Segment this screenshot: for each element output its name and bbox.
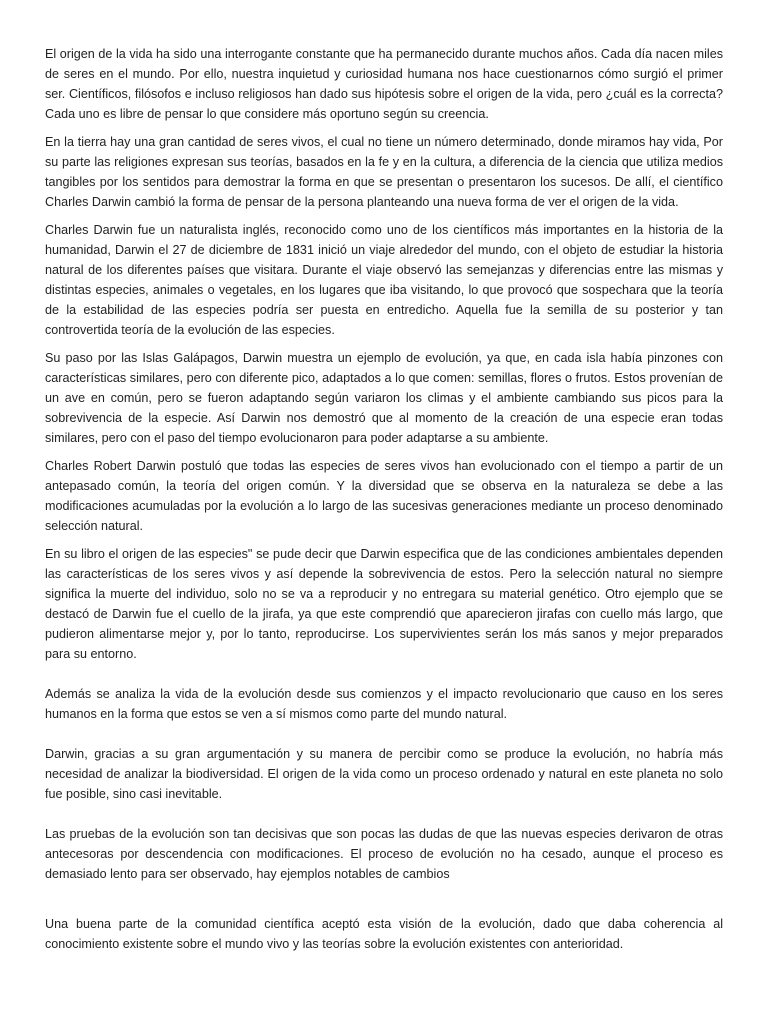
paragraph-common-origin: Charles Robert Darwin postuló que todas las especies de seres vivos han evolucionado con el tiempo a partir de un antepasado común, la teoría del origen común. Y la diversidad que se observa en la naturaleza se debe a las modificaciones acumuladas por la evolución a lo largo de las sucesivas generaciones mediante un proceso denominado selección natural.	[45, 459, 723, 533]
paragraph-living-beings: En la tierra hay una gran cantidad de seres vivos, el cual no tiene un número determinado, donde miramos hay vida, Por su parte las religiones expresan sus teorías, basados en la fe y en la cultura, a diferencia de la ciencia que utiliza medios tangibles por los sentidos para demostrar la forma en que se presentan o presentaron los sucesos. De allí, el científico Charles Darwin cambió la forma de pensar de la persona planteando una nueva forma de ver el origen de la vida.	[45, 135, 723, 209]
paragraph-origin-of-species-book: En su libro el origen de las especies" se pude decir que Darwin especifica que de las condiciones ambientales dependen las características de los seres vivos y así depende la sobrevivencia de estos. Pero la selección natural no siempre significa la muerte del individuo, solo no se va a reproducir y no entregara su material genético. Otro ejemplo que se destacó de Darwin fue el cuello de la jirafa, ya que este comprendió que aparecieron jirafas con cuello más largo, que pudieron alimentarse mejor y, por lo tanto, reproducirse. Los supervivientes serán los más sanos y mejor preparados para su entorno.	[45, 547, 723, 661]
paragraph-evidence-of-evolution: Las pruebas de la evolución son tan decisivas que son pocas las dudas de que las nuevas especies derivaron de otras antecesoras por descendencia con modificaciones. El proceso de evolución no ha cesado, aunque el proceso es demasiado lento para ser observado, hay ejemplos notables de cambios	[45, 827, 723, 881]
paragraph-galapagos: Su paso por las Islas Galápagos, Darwin muestra un ejemplo de evolución, ya que, en cada isla había pinzones con características similares, pero con diferente pico, adaptados a lo que comen: semillas, flores o frutos. Estos provenían de un ave en común, pero se fueron adaptando según variaron los climas y el ambiente cambiando sus picos para la sobrevivencia de la especie. Así Darwin nos demostró que al momento de la creación de una especie eran todas similares, pero con el paso del tiempo evolucionaron para poder adaptarse a su ambiente.	[45, 351, 723, 445]
paragraph-scientific-community: Una buena parte de la comunidad científica aceptó esta visión de la evolución, dado que daba coherencia al conocimiento existente sobre el mundo vivo y las teorías sobre la evolución existentes con anterioridad.	[45, 917, 723, 951]
paragraph-origin-of-life: El origen de la vida ha sido una interrogante constante que ha permanecido durante muchos años. Cada día nacen miles de seres en el mundo. Por ello, nuestra inquietud y curiosidad humana nos hace cuestionarnos cómo surgió el primer ser. Científicos, filósofos e incluso religiosos han dado sus hipótesis sobre el origen de la vida, pero ¿cuál es la correcta? Cada uno es libre de pensar lo que considere más oportuno según su creencia.	[45, 47, 723, 121]
paragraph-darwin-voyage: Charles Darwin fue un naturalista inglés, reconocido como uno de los científicos más importantes en la historia de la humanidad, Darwin el 27 de diciembre de 1831 inició un viaje alrededor del mundo, con el objeto de estudiar la historia natural de los diferentes países que visitara. Durante el viaje observó las semejanzas y diferencias entre las mismas y distintas especies, animales o vegetales, en los lugares que iba visitando, lo que provocó que sospechara que la teoría de la estabilidad de las especies podría ser puesta en entredicho. Aquella fue la semilla de su posterior y tan controvertida teoría de la evolución de las especies.	[45, 223, 723, 337]
document-body	[45, 44, 723, 962]
paragraph-darwin-argument: Darwin, gracias a su gran argumentación y su manera de percibir como se produce la evolución, no habría más necesidad de analizar la biodiversidad. El origen de la vida como un proceso ordenado y natural en este planeta no solo fue posible, sino casi inevitable.	[45, 747, 723, 801]
paragraph-evolution-impact: Además se analiza la vida de la evolución desde sus comienzos y el impacto revolucionario que causo en los seres humanos en la forma que estos se ven a sí mismos como parte del mundo natural.	[45, 687, 723, 721]
